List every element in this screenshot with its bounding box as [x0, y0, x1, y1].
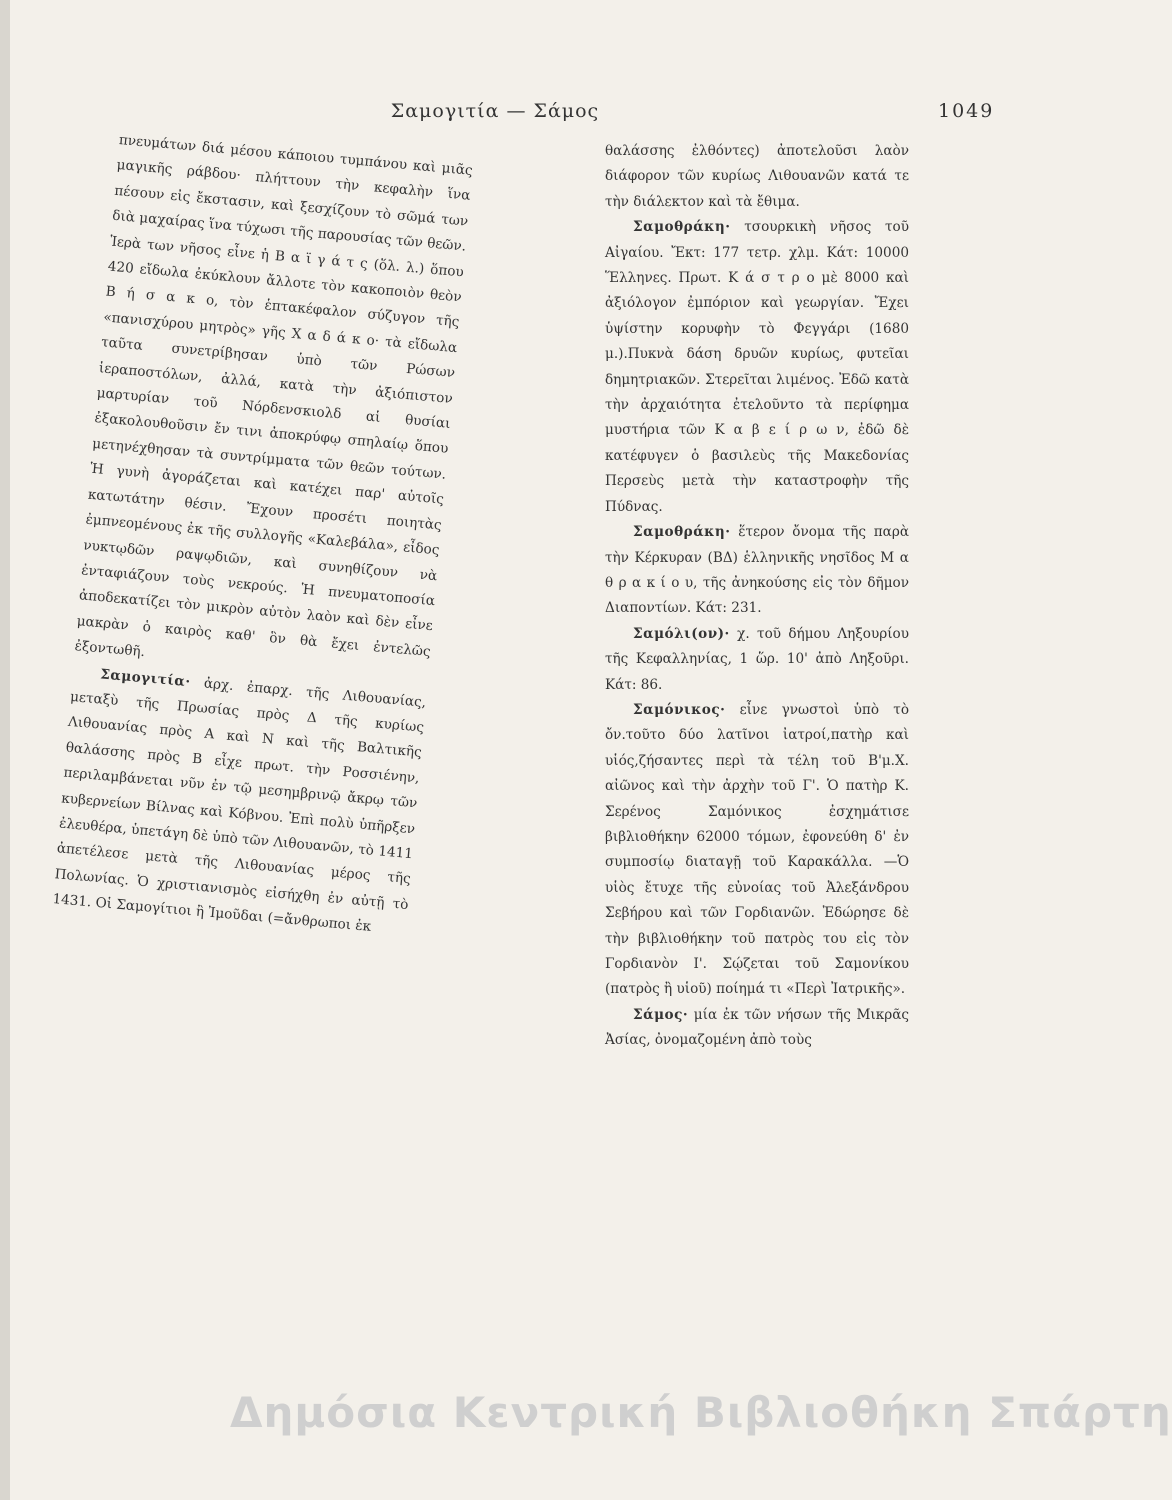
- entry-text: εἶνε γνωστοὶ ὑπὸ τὸ ὄν.τοῦτο δύο λατῖνοι ἰατροί,πατὴρ καὶ υἱός,ζήσαντες περὶ τὰ τέλη τοῦ Β'μ.Χ. αἰῶνος καὶ τὴν ἀρχὴν τοῦ Γ'. Ὁ πατὴρ Κ. Σερένος Σαμόνικος ἐσχημάτισε βιβλιοθήκην 62000 τόμων, ἐφονεύθη δ' ἐν συμποσίῳ διαταγῇ τοῦ Καρακάλλα. —Ὁ υἱὸς ἔτυχε τῆς εὐνοίας τοῦ Ἀλεξάνδρου Σεβήρου καὶ τῶν Γορδιανῶν. Ἐδώρησε δὲ τὴν βιβλιοθήκην τοῦ πατρὸς του εἰς τὸν Γορδιανὸν Ι'. Σῴζεται τοῦ Σαμονίκου (πατρὸς ἢ υἱοῦ) ποίημά τι «Περὶ Ἰατρικῆς».: [605, 701, 910, 998]
- entry-lemma: Σαμοθράκη·: [633, 219, 731, 236]
- page-edge: [0, 0, 10, 1500]
- page-number: 1049: [938, 100, 995, 122]
- entry-lemma: Σάμος·: [633, 1006, 689, 1023]
- entry-lemma: Σαμόνικος·: [633, 701, 726, 718]
- right-paragraph-continuation: θαλάσσης ἐλθόντες) ἀποτελοῦσι λαὸν διάφορον τῶν κυρίως Λιθουανῶν κατά τε τὴν διάλεκτον καὶ τὰ ἔθιμα.: [605, 143, 909, 210]
- entry-samoli: [605, 622, 909, 698]
- entry-text: χ. τοῦ δήμου Ληξουρίου τῆς Κεφαλληνίας, 1 ὥρ. 10' ἀπὸ Ληξοῦρι. Κάτ: 86.: [605, 625, 909, 693]
- left-column: [51, 128, 473, 944]
- library-watermark: Δημόσια Κεντρική Βιβλιοθήκη Σπάρτη: [230, 1388, 1172, 1437]
- right-column: [605, 139, 909, 1054]
- running-header-title: Σαμογιτία — Σάμος: [390, 100, 600, 122]
- entry-samos: [605, 1003, 909, 1054]
- left-paragraph-continuation: πνευμάτων διά μέσου κάποιου τυμπάνου καὶ μιᾶς μαγικῆς ράβδου· πλήττουν τὴν κεφαλὴν ἵνα πέσουν εἰς ἔκστασιν, καὶ ξεσχίζουν τὸ σῶμά των διὰ μαχαίρας ἵνα τύχωσι τῆς παρουσίας τῶν θεῶν. Ἱερὰ των νῆσος εἶνε ἡ Β α ϊ γ ά τ ς (ὅλ. λ.) ὅπου 420 εἴδωλα ἐκύκλουν ἄλλοτε τὸν κακοποιὸν θεὸν Β ή σ α κ ο, τὸν ἑπτακέφαλον σύζυγον τῆς «πανισχύρου μητρὸς» γῆς Χ α δ ά κ ο· τὰ εἴδωλα ταῦτα συνετρίβησαν ὑπὸ τῶν Ρώσων ἱεραποστόλων, ἀλλά, κατὰ τὴν ἀξιόπιστον μαρτυρίαν τοῦ Νόρδενσκιολδ αἱ θυσίαι ἐξακολουθοῦσιν ἔν τινι ἀποκρύφῳ σπηλαίῳ ὅπου μετηνέχθησαν τὰ συντρίμματα τῶν θεῶν τούτων. Ἡ γυνὴ ἀγοράζεται καὶ κατέχει παρ' αὐτοῖς κατωτάτην θέσιν. Ἔχουν προσέτι ποιητὰς ἐμπνεομένους ἐκ τῆς συλλογῆς «Καλεβάλα», εἶδος νυκτῳδῶν ραψῳδιῶν, καὶ συνηθίζουν νὰ ἐνταφιάζουν τοὺς νεκρούς. Ἡ πνευματοποσία ἀποδεκατίζει τὸν μικρὸν αὐτὸν λαὸν καὶ δὲν εἶνε μακρὰν ὁ καιρὸς καθ' ὃν θὰ ἔχει ἐντελῶς ἐξοντωθῆ.: [73, 131, 474, 661]
- entry-text: ἕτερον ὄνομα τῆς παρὰ τὴν Κέρκυραν (ΒΔ) ἑλληνικῆς νησῖδος Μ α θ ρ α κ ί ο υ, τῆς ἀνηκούσης εἰς τὸν δῆμον Διαποντίων. Κάτ: 231.: [605, 524, 909, 617]
- entry-text: τσουρκικὴ νῆσος τοῦ Αἰγαίου. Ἔκτ: 177 τετρ. χλμ. Κάτ: 10000 Ἕλληνες. Πρωτ. Κ ά σ τ ρ ο μὲ 8000 καὶ ἀξιόλογον ἐμπόριον καὶ γεωργίαν. Ἔχει ὑψίστην κορυφὴν τὸ Φεγγάρι (1680 μ.).Πυκνὰ δάση δρυῶν κυρίως, φυτεῖαι δημητριακῶν. Στερεῖται λιμένος. Ἐδῶ κατὰ τὴν ἀρχαιότητα ἐτελοῦντο τὰ περίφημα μυστήρια τῶν Κ α β ε ί ρ ω ν, ἐδῶ δὲ κατέφυγεν ὁ βασιλεὺς τῆς Μακεδονίας Περσεὺς μετὰ τὴν καταστροφὴν τῆς Πύδνας.: [605, 219, 909, 515]
- entry-samogitia: [51, 660, 427, 944]
- entry-lemma: Σαμοθράκη·: [633, 524, 731, 541]
- entry-samonikos: [605, 698, 909, 1003]
- entry-lemma: Σαμογιτία·: [99, 665, 192, 690]
- entry-samothraki-2: [605, 520, 909, 622]
- entry-text: μία ἐκ τῶν νήσων τῆς Μικρᾶς Ἀσίας, ὀνομαζομένη ἀπὸ τοὺς: [605, 1006, 910, 1049]
- entry-text: ἀρχ. ἐπαρχ. τῆς Λιθουανίας, μεταξὺ τῆς Πρωσίας πρὸς Δ τῆς κυρίως Λιθουανίας πρὸς Α καὶ Ν καὶ τῆς Βαλτικῆς θαλάσσης πρὸς Β εἶχε πρωτ. τὴν Ροσσιένην, περιλαμβάνεται νῦν ἐν τῷ μεσημβρινῷ ἄκρῳ τῶν κυβερνείων Βίλνας καὶ Κόβνου. Ἐπὶ πολὺ ὑπῆρξεν ἐλευθέρα, ὑπετάγη δὲ ὑπὸ τῶν Λιθουανῶν, τὸ 1411 ἀπετέλεσε μετὰ τῆς Λιθουανίας μέρος τῆς Πολωνίας. Ὁ χριστιανισμὸς εἰσήχθη ἐν αὐτῇ τὸ 1431. Οἱ Σαμογίτιοι ἢ Ἰμοῦδαι (=ἄνθρωποι ἐκ: [51, 674, 427, 936]
- entry-samothraki-1: [605, 215, 909, 520]
- entry-lemma: Σαμόλι(ον)·: [633, 625, 730, 642]
